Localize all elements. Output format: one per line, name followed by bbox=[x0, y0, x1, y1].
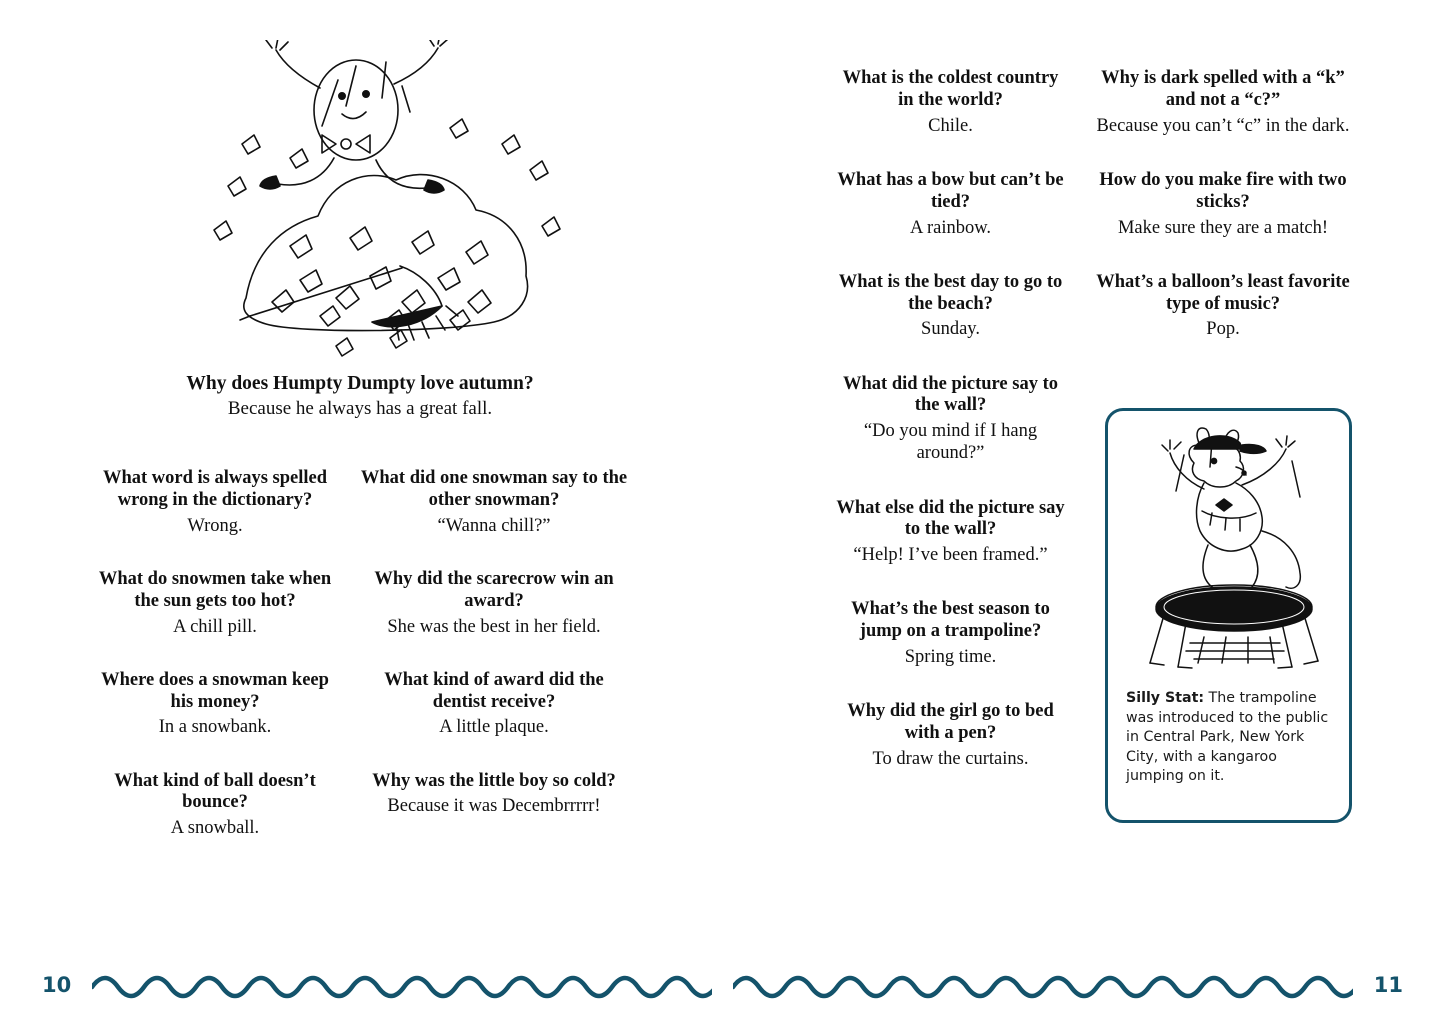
right-page bbox=[722, 0, 1445, 1025]
kangaroo-jumping-on-trampoline-illustration bbox=[1116, 419, 1344, 677]
joke-answer: “Help! I’ve been framed.” bbox=[853, 545, 1048, 566]
joke-question: Why is dark spelled with a “k” and not a “c?” bbox=[1101, 68, 1345, 110]
joke-humpty-dumpty bbox=[60, 372, 660, 421]
joke-question: What did the picture say to the wall? bbox=[843, 373, 1058, 416]
joke-item bbox=[1094, 170, 1352, 239]
joke-item bbox=[834, 498, 1067, 567]
joke-item bbox=[834, 68, 1067, 137]
joke-question: Why did the girl go to bed with a pen? bbox=[847, 701, 1054, 744]
right-column-b bbox=[1094, 68, 1352, 374]
joke-question: How do you make fire with two sticks? bbox=[1099, 169, 1347, 212]
joke-answer: Spring time. bbox=[904, 647, 997, 668]
silly-stat-label: Silly Stat: bbox=[1126, 690, 1205, 706]
joke-answer: Because it was Decembrrrrr! bbox=[387, 796, 601, 817]
joke-answer: To draw the curtains. bbox=[872, 748, 1029, 769]
joke-question: What kind of award did the dentist receive? bbox=[384, 669, 604, 712]
joke-answer: Because you can’t “c” in the dark. bbox=[1096, 115, 1350, 136]
silly-stat-card bbox=[1105, 408, 1352, 823]
joke-item bbox=[1094, 68, 1352, 137]
joke-question: Why was the little boy so cold? bbox=[372, 770, 616, 791]
joke-item bbox=[358, 569, 630, 638]
joke-item bbox=[834, 272, 1067, 341]
left-column-a bbox=[90, 468, 340, 871]
joke-question: What kind of ball doesn’t bounce? bbox=[114, 770, 316, 813]
joke-question: What’s a balloon’s least favorite type of music? bbox=[1096, 271, 1350, 314]
joke-question: Why does Humpty Dumpty love autumn? bbox=[186, 373, 534, 394]
joke-item bbox=[90, 771, 340, 840]
joke-item bbox=[358, 468, 630, 537]
joke-question: What is the best day to go to the beach? bbox=[838, 271, 1063, 314]
wave-rule-right bbox=[733, 973, 1353, 999]
joke-question: What do snowmen take when the sun gets too hot? bbox=[98, 568, 332, 611]
joke-item bbox=[90, 569, 340, 638]
joke-answer: In a snowbank. bbox=[158, 717, 272, 738]
wave-rule-left bbox=[92, 973, 712, 999]
joke-answer: Because he always has a great fall. bbox=[227, 398, 493, 419]
joke-answer: A snowball. bbox=[170, 818, 260, 839]
joke-answer: Wrong. bbox=[187, 515, 243, 536]
left-page bbox=[0, 0, 722, 1025]
joke-question: What word is always spelled wrong in the dictionary? bbox=[102, 468, 328, 510]
joke-item bbox=[90, 670, 340, 739]
joke-answer: “Wanna chill?” bbox=[437, 515, 551, 536]
joke-item bbox=[834, 374, 1067, 465]
joke-question: What else did the picture say to the wall? bbox=[836, 497, 1065, 540]
joke-question: What has a bow but can’t be tied? bbox=[837, 169, 1064, 212]
joke-answer: Make sure they are a match! bbox=[1117, 217, 1329, 238]
right-column-a bbox=[834, 68, 1067, 803]
silly-stat-text bbox=[1126, 689, 1335, 787]
joke-question: What did one snowman say to the other snowman? bbox=[360, 468, 628, 510]
joke-item bbox=[1094, 272, 1352, 341]
joke-answer: Sunday. bbox=[921, 319, 980, 340]
page-number-right: 11 bbox=[1373, 973, 1403, 997]
joke-item bbox=[834, 701, 1067, 770]
humpty-dumpty-jumping-in-leaf-pile-illustration bbox=[150, 40, 570, 360]
joke-question: What’s the best season to jump on a trampoline? bbox=[851, 599, 1050, 642]
joke-question: What is the coldest country in the world? bbox=[842, 68, 1059, 110]
silly-stat-body: The trampoline was introduced to the public in Central Park, New York City, with a kangaroo jumping on it. bbox=[1126, 690, 1329, 785]
joke-answer: A rainbow. bbox=[909, 217, 991, 238]
joke-item bbox=[834, 599, 1067, 668]
joke-answer: She was the best in her field. bbox=[387, 616, 601, 637]
joke-answer: “Do you mind if I hang around?” bbox=[863, 421, 1038, 464]
joke-answer: Pop. bbox=[1206, 319, 1240, 340]
joke-item bbox=[358, 771, 630, 818]
joke-question: Where does a snowman keep his money? bbox=[101, 669, 329, 712]
page-number-left: 10 bbox=[42, 973, 72, 997]
joke-answer: Chile. bbox=[928, 115, 973, 136]
joke-item bbox=[358, 670, 630, 739]
joke-question: Why did the scarecrow win an award? bbox=[374, 568, 614, 611]
joke-item bbox=[90, 468, 340, 537]
joke-answer: A chill pill. bbox=[173, 616, 257, 637]
joke-answer: A little plaque. bbox=[439, 717, 549, 738]
left-column-b bbox=[358, 468, 630, 850]
joke-item bbox=[834, 170, 1067, 239]
